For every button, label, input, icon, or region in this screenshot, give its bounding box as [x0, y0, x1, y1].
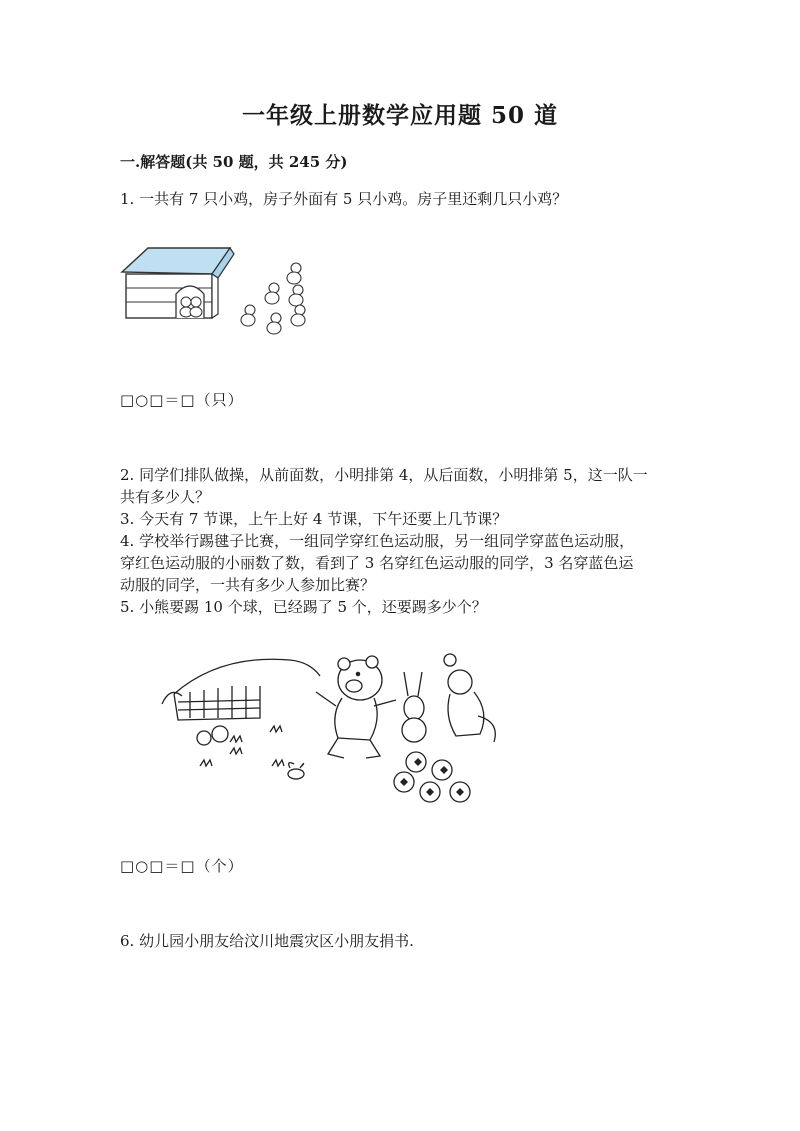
question-3-line-1: 3. 今天有 7 节课，上午上好 4 节课，下午还要上几节课？ — [120, 510, 508, 528]
question-5-answer: □○□＝□（个） — [120, 857, 244, 875]
question-1-line-1: 1. 一共有 7 只小鸡，房子外面有 5 只小鸡。房子里还剩几只小鸡？ — [120, 190, 568, 208]
house-chicks-illustration — [118, 244, 318, 350]
question-4-line-2: 穿红色运动服的小丽数了数，看到了 3 名穿红色运动服的同学，3 名穿蓝色运 — [120, 554, 634, 572]
question-1-answer: □○□＝□（只） — [120, 391, 244, 409]
question-4-line-1: 4. 学校举行踢毽子比赛，一组同学穿红色运动服，另一组同学穿蓝色运动服， — [120, 532, 635, 550]
section-heading: 一.解答题(共 50 题，共 245 分) — [120, 153, 348, 171]
bear-soccer-illustration — [160, 646, 510, 806]
question-2-line-1: 2. 同学们排队做操，从前面数，小明排第 4，从后面数，小明排第 5，这一队一 — [120, 466, 648, 484]
question-2-line-2: 共有多少人？ — [120, 488, 211, 506]
page-title: 一年级上册数学应用题 50 道 — [241, 102, 559, 129]
question-6-line-1: 6. 幼儿园小朋友给汶川地震灾区小朋友捐书. — [120, 932, 414, 950]
question-4-line-3: 动服的同学，一共有多少人参加比赛？ — [120, 576, 376, 594]
question-5-line-1: 5. 小熊要踢 10 个球，已经踢了 5 个，还要踢多少个？ — [120, 598, 487, 616]
